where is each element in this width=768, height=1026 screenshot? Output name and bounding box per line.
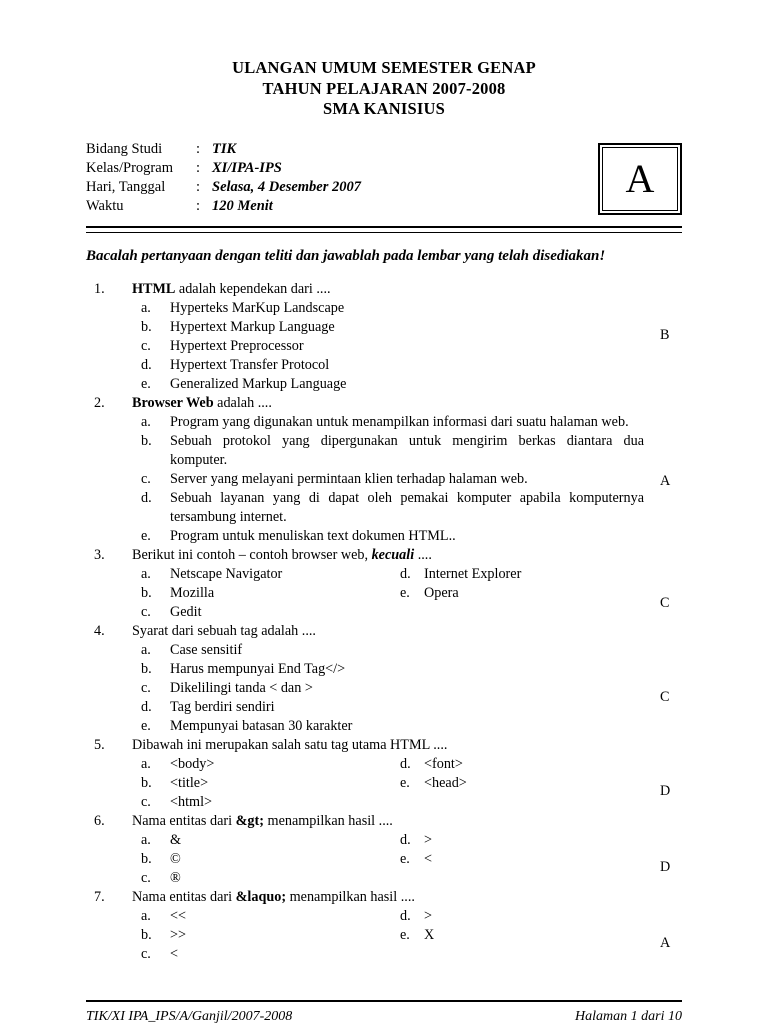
- option-item[interactable]: [86, 565, 384, 584]
- info-value-subject: TIK: [212, 140, 237, 157]
- option-item[interactable]: [86, 432, 682, 470]
- option-letter: b.: [141, 319, 152, 335]
- option-item[interactable]: [86, 299, 682, 318]
- option-text: X: [424, 927, 435, 943]
- option-text: <font>: [424, 756, 463, 772]
- question-1-tail: adalah kependekan dari ....: [175, 281, 331, 297]
- title-line-1: ULANGAN UMUM SEMESTER GENAP: [232, 58, 536, 77]
- question-1-number: 1.: [94, 281, 105, 297]
- question-4-options: [86, 641, 682, 736]
- question-7-text: [132, 888, 682, 907]
- title-line-3: SMA KANISIUS: [322, 99, 446, 118]
- question-5-options-right: [384, 755, 682, 812]
- question-1-term: HTML: [132, 281, 176, 297]
- answer-key-6: D: [660, 859, 671, 875]
- question-3-emphasis: kecuali: [371, 547, 415, 563]
- question-7-options: [86, 907, 682, 964]
- question-5: [86, 736, 682, 812]
- answer-key-1: B: [660, 327, 670, 343]
- option-text: &: [170, 832, 182, 848]
- question-6-text: [132, 812, 682, 831]
- question-1-text: [132, 280, 682, 299]
- info-value-duration: 120 Menit: [212, 197, 273, 214]
- answer-key-5: D: [660, 783, 671, 799]
- question-7-entity: &laquo;: [235, 889, 287, 905]
- option-item[interactable]: [86, 603, 384, 622]
- option-text: Mempunyai batasan 30 karakter: [170, 718, 353, 734]
- question-4-number: 4.: [94, 623, 105, 639]
- question-6-head: [86, 812, 682, 831]
- answer-key-4: C: [660, 689, 670, 705]
- option-item[interactable]: [390, 584, 682, 603]
- option-item[interactable]: [86, 641, 682, 660]
- option-letter: b.: [141, 585, 152, 601]
- option-text: ©: [170, 851, 181, 867]
- option-text: Dikelilingi tanda < dan >: [170, 680, 313, 696]
- option-text: ®: [170, 870, 181, 886]
- option-item[interactable]: [86, 318, 682, 337]
- option-letter: c.: [141, 870, 151, 886]
- option-text: <body>: [170, 756, 215, 772]
- question-7: [86, 888, 682, 964]
- option-item[interactable]: [86, 926, 384, 945]
- question-6-tail: menampilkan hasil ....: [263, 813, 393, 829]
- footer-document-code: TIK/XI IPA_IPS/A/Ganjil/2007-2008: [86, 1009, 293, 1024]
- option-letter: c.: [141, 338, 151, 354]
- option-item[interactable]: [86, 337, 682, 356]
- option-letter: b.: [141, 851, 152, 867]
- question-4-head: [86, 622, 682, 641]
- option-letter: e.: [400, 775, 410, 791]
- footer-divider: [86, 1000, 682, 1002]
- document-title-block: [0, 0, 768, 120]
- option-item[interactable]: [86, 698, 682, 717]
- question-5-text: Dibawah ini merupakan salah satu tag utama HTML ....: [132, 737, 448, 753]
- question-3-options-left: [86, 565, 384, 622]
- option-text: Sebuah layanan yang di dapat oleh pemakai komputer apabila komputernya tersambung internet.: [170, 490, 644, 525]
- exam-info-block: [0, 140, 768, 218]
- option-letter: d.: [400, 566, 411, 582]
- question-4: [86, 622, 682, 736]
- option-text: <head>: [424, 775, 467, 791]
- option-letter: b.: [141, 775, 152, 791]
- option-item[interactable]: [86, 717, 682, 736]
- question-5-options-left: [86, 755, 384, 812]
- question-5-head: [86, 736, 682, 755]
- question-3-text: [132, 546, 682, 565]
- question-2-text: [132, 394, 682, 413]
- info-label-class: Kelas/Program: [86, 159, 173, 176]
- option-item[interactable]: [86, 850, 384, 869]
- option-text: Tag berdiri sendiri: [170, 699, 275, 715]
- option-letter: c.: [141, 604, 151, 620]
- option-item[interactable]: [86, 945, 384, 964]
- info-colon-duration: :: [196, 197, 201, 214]
- option-text: Gedit: [170, 604, 202, 620]
- option-item[interactable]: [86, 413, 682, 432]
- option-letter: a.: [141, 414, 151, 430]
- info-row-class: [86, 159, 361, 178]
- option-text: Generalized Markup Language: [170, 376, 347, 392]
- option-letter: e.: [141, 718, 151, 734]
- option-letter: c.: [141, 794, 151, 810]
- option-item[interactable]: [390, 774, 682, 793]
- instruction-text: Bacalah pertanyaan dengan teliti dan jawablah pada lembar yang telah disediakan!: [86, 248, 606, 264]
- option-item[interactable]: [86, 527, 682, 546]
- option-letter: c.: [141, 471, 151, 487]
- question-7-number: 7.: [94, 889, 105, 905]
- question-5-number: 5.: [94, 737, 105, 753]
- option-item[interactable]: [390, 907, 682, 926]
- option-text: >: [424, 908, 433, 924]
- option-item[interactable]: [86, 755, 384, 774]
- info-row-subject: [86, 140, 361, 159]
- option-item[interactable]: [86, 584, 384, 603]
- option-item[interactable]: [86, 375, 682, 394]
- option-text: >: [424, 832, 433, 848]
- option-text: Server yang melayani permintaan klien terhadap halaman web.: [170, 471, 528, 487]
- option-letter: d.: [141, 490, 152, 506]
- option-letter: e.: [400, 851, 410, 867]
- option-item[interactable]: [86, 356, 682, 375]
- question-7-tail: menampilkan hasil ....: [286, 889, 415, 905]
- info-value-class: XI/IPA-IPS: [212, 159, 282, 176]
- question-2-tail: adalah ....: [213, 395, 272, 411]
- question-3-head: [86, 546, 682, 565]
- footer-page-number: Halaman 1 dari 10: [575, 1009, 682, 1024]
- question-2: [86, 394, 682, 546]
- option-letter: d.: [141, 357, 152, 373]
- question-2-number: 2.: [94, 395, 105, 411]
- info-colon-subject: :: [196, 140, 201, 157]
- option-letter: e.: [400, 927, 410, 943]
- question-1: [86, 280, 682, 394]
- info-row-duration: [86, 197, 361, 216]
- option-letter: e.: [400, 585, 410, 601]
- question-2-options: [86, 413, 682, 546]
- info-colon-class: :: [196, 159, 201, 176]
- option-letter: d.: [400, 908, 411, 924]
- question-6: [86, 812, 682, 888]
- question-1-head: [86, 280, 682, 299]
- question-3-options: [86, 565, 682, 622]
- option-letter: b.: [141, 927, 152, 943]
- option-text: <<: [170, 908, 187, 924]
- option-text: Opera: [424, 585, 459, 601]
- option-item[interactable]: [86, 660, 682, 679]
- option-text: Harus mempunyai End Tag</>: [170, 661, 346, 677]
- option-item[interactable]: [86, 470, 682, 489]
- option-text: Sebuah protokol yang dipergunakan untuk mengirim berkas diantara dua komputer.: [170, 433, 644, 468]
- info-label-subject: Bidang Studi: [86, 140, 163, 157]
- option-text: Hypertext Markup Language: [170, 319, 335, 335]
- question-6-number: 6.: [94, 813, 105, 829]
- question-3-tail: ....: [414, 547, 432, 563]
- header-divider-thin: [86, 232, 682, 233]
- option-text: Program yang digunakan untuk menampilkan informasi dari suatu halaman web.: [170, 414, 629, 430]
- option-item[interactable]: [86, 831, 384, 850]
- question-5-options: [86, 755, 682, 812]
- option-item[interactable]: [86, 489, 682, 527]
- option-text: >>: [170, 927, 187, 943]
- option-item[interactable]: [86, 679, 682, 698]
- info-row-date: [86, 178, 361, 197]
- question-3-number: 3.: [94, 547, 105, 563]
- answer-key-3: C: [660, 595, 670, 611]
- question-3-lead: Berikut ini contoh – contoh browser web,: [132, 547, 372, 563]
- question-6-entity: &gt;: [235, 813, 264, 829]
- option-letter: a.: [141, 566, 151, 582]
- option-letter: e.: [141, 376, 151, 392]
- exam-info-table: [86, 140, 361, 216]
- paper-code-box: [598, 143, 682, 215]
- info-value-date: Selasa, 4 Desember 2007: [212, 178, 362, 195]
- option-letter: b.: [141, 433, 152, 449]
- option-text: <title>: [170, 775, 209, 791]
- option-letter: c.: [141, 946, 151, 962]
- question-6-options-left: [86, 831, 384, 888]
- question-6-options: [86, 831, 682, 888]
- option-letter: c.: [141, 680, 151, 696]
- page-footer: [86, 1008, 682, 1026]
- info-colon-date: :: [196, 178, 201, 195]
- option-letter: d.: [141, 699, 152, 715]
- question-4-text: Syarat dari sebuah tag adalah ....: [132, 623, 316, 639]
- question-6-options-right: [384, 831, 682, 888]
- option-item[interactable]: [390, 755, 682, 774]
- option-text: Program untuk menuliskan text dokumen HTML..: [170, 528, 456, 544]
- option-letter: a.: [141, 908, 151, 924]
- option-text: Netscape Navigator: [170, 566, 283, 582]
- question-6-lead: Nama entitas dari: [132, 813, 236, 829]
- option-letter: a.: [141, 300, 151, 316]
- info-label-date: Hari, Tanggal: [86, 178, 166, 195]
- paper-code-box-inner: [602, 147, 678, 211]
- option-text: <html>: [170, 794, 213, 810]
- option-letter: a.: [141, 756, 151, 772]
- option-item[interactable]: [390, 926, 682, 945]
- option-item[interactable]: [86, 774, 384, 793]
- option-text: <: [424, 851, 433, 867]
- option-letter: b.: [141, 661, 152, 677]
- option-item[interactable]: [86, 907, 384, 926]
- answer-key-7: A: [660, 935, 671, 951]
- question-7-options-left: [86, 907, 384, 964]
- question-7-lead: Nama entitas dari: [132, 889, 236, 905]
- option-text: Internet Explorer: [424, 566, 522, 582]
- option-text: <: [170, 946, 179, 962]
- option-letter: a.: [141, 832, 151, 848]
- option-text: Case sensitif: [170, 642, 243, 658]
- question-7-options-right: [384, 907, 682, 964]
- question-2-term: Browser Web: [132, 395, 214, 411]
- option-item[interactable]: [390, 831, 682, 850]
- option-text: Hyperteks MarKup Landscape: [170, 300, 345, 316]
- question-1-options: [86, 299, 682, 394]
- paper-code-letter: A: [625, 155, 655, 201]
- title-line-2: TAHUN PELAJARAN 2007-2008: [262, 78, 506, 98]
- option-text: Hypertext Transfer Protocol: [170, 357, 330, 373]
- option-item[interactable]: [86, 793, 384, 812]
- option-item[interactable]: [390, 565, 682, 584]
- option-letter: d.: [400, 832, 411, 848]
- question-7-head: [86, 888, 682, 907]
- question-3-options-right: [384, 565, 682, 622]
- question-2-head: [86, 394, 682, 413]
- info-label-duration: Waktu: [86, 197, 124, 214]
- option-letter: d.: [400, 756, 411, 772]
- answer-key-2: A: [660, 473, 671, 489]
- question-3: [86, 546, 682, 622]
- option-letter: a.: [141, 642, 151, 658]
- option-text: Hypertext Preprocessor: [170, 338, 304, 354]
- option-item[interactable]: [86, 869, 384, 888]
- option-item[interactable]: [390, 850, 682, 869]
- header-divider-thick: [86, 226, 682, 231]
- option-text: Mozilla: [170, 585, 215, 601]
- option-letter: e.: [141, 528, 151, 544]
- question-list: [86, 280, 682, 964]
